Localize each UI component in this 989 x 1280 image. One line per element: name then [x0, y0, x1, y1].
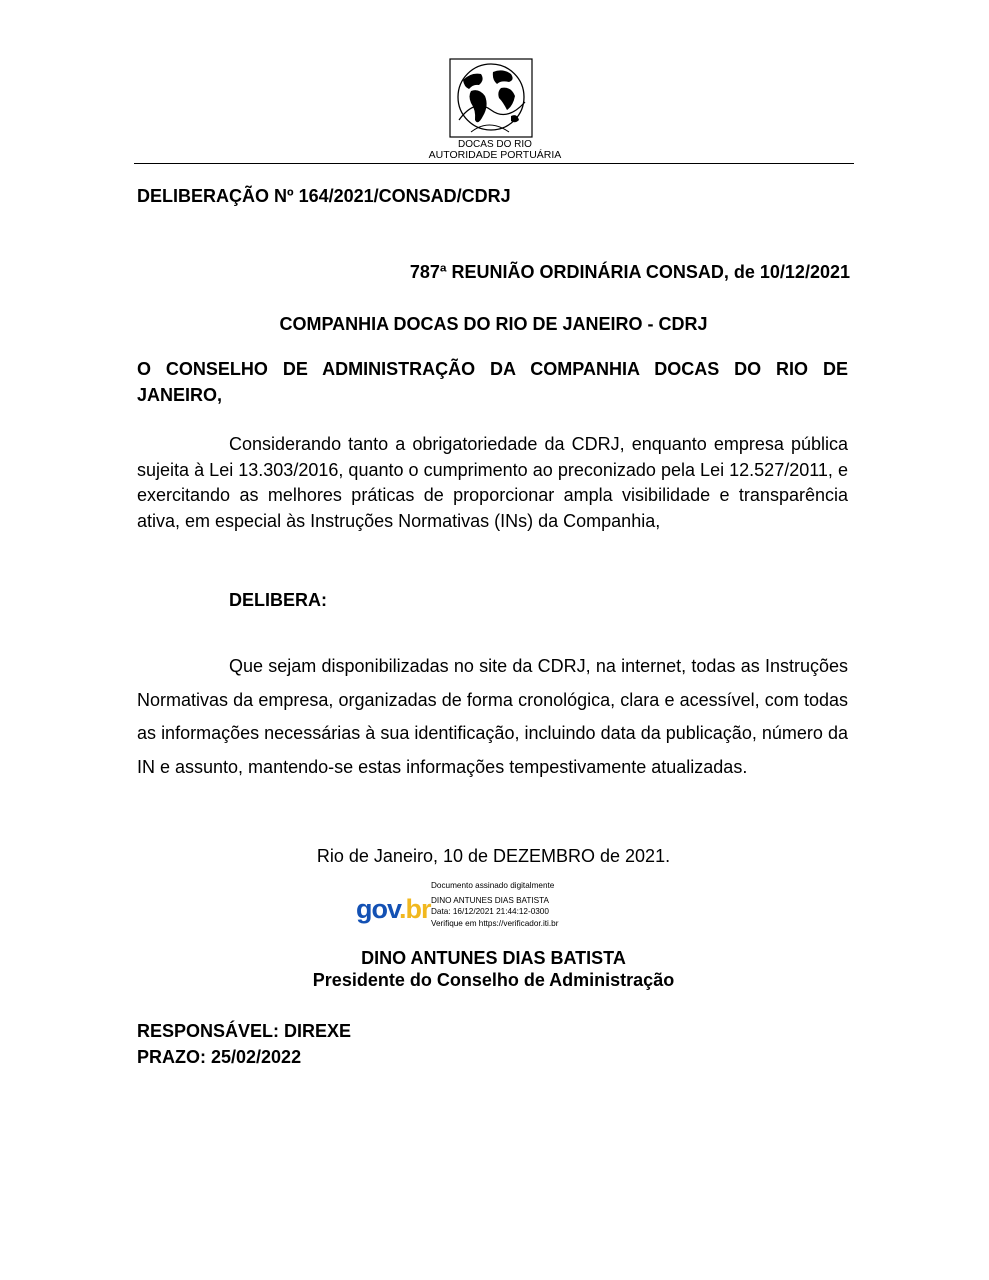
signature-name: DINO ANTUNES DIAS BATISTA — [431, 896, 549, 906]
place-date: Rio de Janeiro, 10 de DEZEMBRO de 2021. — [316, 846, 671, 866]
globe-logo-icon — [449, 58, 533, 138]
signature-verify: Verifique em https://verificador.iti.br — [431, 918, 559, 928]
govbr-logo — [356, 894, 431, 924]
logo-caption-line1: DOCAS DO RIO — [458, 139, 532, 150]
signer-role: Presidente do Conselho de Administração — [312, 970, 675, 990]
digital-signature-info — [431, 880, 558, 929]
header-divider — [134, 163, 854, 164]
signer-name: DINO ANTUNES DIAS BATISTA — [361, 948, 626, 968]
signature-date: Data: 16/12/2021 21:44:12-0300 — [431, 907, 549, 917]
govbr-logo-br: .br — [399, 894, 431, 924]
considerations-paragraph: Considerando tanto a obrigatoriedade da CDRJ, enquanto empresa pública sujeita à Lei 13.303/2016, quanto o cumprimento ao preconizado pela Lei 12.527/2011, e exercitando as melhores práticas de proporcionar ampla visibilidade e transparência ativa, em especial às Instruções Normativas (INs) da Companhia, — [137, 434, 848, 531]
delibera-heading: DELIBERA: — [229, 590, 327, 610]
company-heading: COMPANHIA DOCAS DO RIO DE JANEIRO - CDRJ — [279, 314, 708, 334]
responsible-field: RESPONSÁVEL: DIREXE — [137, 1021, 352, 1041]
meeting-heading: 787ª REUNIÃO ORDINÁRIA CONSAD, de 10/12/2021 — [409, 262, 850, 282]
deliberation-title: DELIBERAÇÃO Nº 164/2021/CONSAD/CDRJ — [137, 186, 511, 206]
signature-heading: Documento assinado digitalmente — [431, 881, 555, 890]
council-heading: O CONSELHO DE ADMINISTRAÇÃO DA COMPANHIA DOCAS DO RIO DE JANEIRO, — [137, 359, 848, 405]
deadline-field: PRAZO: 25/02/2022 — [137, 1047, 302, 1067]
resolution-paragraph: Que sejam disponibilizadas no site da CDRJ, na internet, todas as Instruções Normativas da empresa, organizadas de forma cronológica, clara e acessível, com todas as informações necessárias à sua identificação, incluindo data da publicação, número da IN e assunto, mantendo-se estas informações tempestivamente atualizadas. — [137, 656, 848, 777]
cdrj-logo — [449, 58, 533, 138]
logo-caption-line2: AUTORIDADE PORTUÁRIA — [428, 149, 562, 161]
govbr-logo-gov: gov — [356, 894, 399, 924]
